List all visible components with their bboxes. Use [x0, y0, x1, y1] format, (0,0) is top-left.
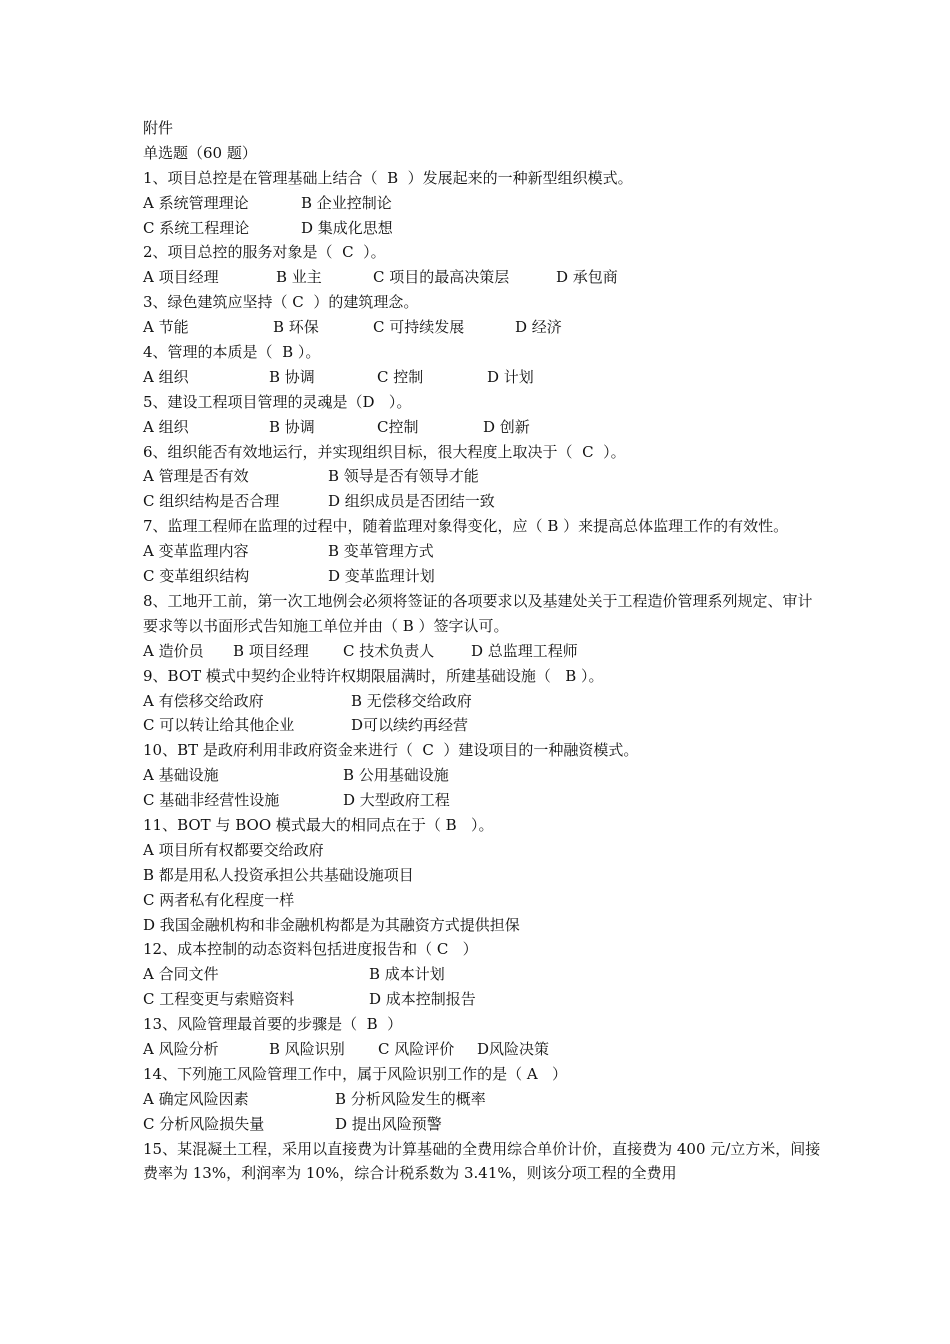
question-stem: 12、成本控制的动态资料包括进度报告和（ C ）: [143, 940, 478, 959]
option-b: B 变革管理方式: [328, 542, 434, 561]
option-c: C 技术负责人: [343, 641, 435, 660]
section-title: 单选题（60 题）: [143, 143, 257, 162]
option-d: D 提出风险预警: [335, 1114, 442, 1133]
option-b: B 业主: [276, 268, 322, 287]
option-a: A 风险分析: [143, 1040, 219, 1058]
option-a: A 有偿移交给政府: [143, 691, 264, 710]
question-stem: 8、工地开工前，第一次工地例会必须将签证的各项要求以及基建处关于工程造价管理系列规定、审计要求等以书面形式告知施工单位并由（ B ）签字认可。: [143, 591, 813, 635]
option-b: B 分析风险发生的概率: [335, 1089, 486, 1108]
option-b: B 环保: [273, 318, 319, 337]
option-c: C 两者私有化程度一样: [143, 890, 295, 909]
option-c: C 可持续发展: [373, 318, 465, 337]
option-row: [143, 763, 823, 788]
option-d: D 大型政府工程: [343, 791, 450, 810]
option-d: D 计划: [487, 367, 534, 386]
option-b: B 项目经理: [233, 641, 309, 660]
option-a: A 造价员: [143, 641, 204, 660]
option-d: D 组织成员是否团结一致: [328, 492, 495, 511]
option-d: D风险决策: [477, 1040, 550, 1058]
option-d: D 经济: [515, 318, 562, 337]
option-d: D 承包商: [556, 268, 618, 287]
option-b: B 都是用私人投资承担公共基础设施项目: [143, 865, 414, 884]
option-a: A 项目所有权都要交给政府: [143, 840, 324, 859]
option-c: C 可以转让给其他企业: [143, 716, 295, 735]
question-stem: 13、风险管理最首要的步骤是（ B ）: [143, 1015, 403, 1034]
question-stem: 15、某混凝土工程，采用以直接费为计算基础的全费用综合单价计价，直接费为 400 元/立方米，间接费率为 13%，利润率为 10%，综合计税系数为 3.41%，则该分项工程的全费用: [143, 1139, 821, 1183]
option-row: [143, 639, 823, 664]
question-stem: 1、项目总控是在管理基础上结合（ B ）发展起来的一种新型组织模式。: [143, 168, 633, 187]
option-row: [143, 464, 823, 489]
option-row: [143, 1037, 823, 1062]
option-a: A 合同文件: [143, 965, 219, 984]
option-c: C 控制: [377, 367, 424, 386]
question-stem: 3、绿色建筑应坚持（ C ）的建筑理念。: [143, 293, 419, 312]
option-row: [143, 564, 823, 589]
option-row: [143, 216, 823, 241]
option-row: [143, 489, 823, 514]
question-stem: 2、项目总控的服务对象是（ C ）。: [143, 243, 386, 262]
option-d: D 变革监理计划: [328, 567, 435, 586]
question-stem: 14、下列施工风险管理工作中，属于风险识别工作的是（ A ）: [143, 1064, 567, 1083]
option-b: B 协调: [269, 417, 315, 436]
option-a: A 组织: [143, 367, 189, 386]
question-stem: 10、BT 是政府利用非政府资金来进行（ C ）建设项目的一种融资模式。: [143, 741, 639, 760]
option-row: [143, 539, 823, 564]
question-stem: 6、组织能否有效地运行，并实现组织目标，很大程度上取决于（ C ）。: [143, 442, 626, 461]
option-c: C 工程变更与索赔资料: [143, 990, 295, 1009]
option-row: [143, 415, 823, 440]
option-d: D 我国金融机构和非金融机构都是为其融资方式提供担保: [143, 915, 520, 934]
option-b: B 公用基础设施: [343, 766, 449, 785]
question-stem: 4、管理的本质是（ B ）。: [143, 343, 321, 362]
option-a: A 变革监理内容: [143, 542, 249, 561]
option-a: A 管理是否有效: [143, 467, 249, 486]
option-row: [143, 713, 823, 738]
option-d: D 集成化思想: [301, 218, 393, 237]
option-row: [143, 315, 823, 340]
question-stem: 11、BOT 与 BOO 模式最大的相同点在于（ B ）。: [143, 815, 494, 834]
question-stem: 5、建设工程项目管理的灵魂是（D ）。: [143, 392, 412, 411]
option-a: A 节能: [143, 318, 189, 337]
option-row: [143, 689, 823, 714]
option-a: A 基础设施: [143, 766, 219, 785]
option-row: [143, 1087, 823, 1112]
option-b: B 无偿移交给政府: [351, 691, 472, 710]
option-row: [143, 1112, 823, 1137]
option-a: A 确定风险因素: [143, 1089, 249, 1108]
option-row: [143, 987, 823, 1012]
option-d: D可以续约再经营: [351, 716, 469, 735]
option-b: B 成本计划: [369, 965, 445, 984]
option-row: [143, 788, 823, 813]
option-d: D 创新: [483, 417, 530, 436]
question-stem: 9、BOT 模式中契约企业特许权期限届满时，所建基础设施（ B ）。: [143, 666, 604, 685]
question-stem: 7、监理工程师在监理的过程中，随着监理对象得变化，应（ B ）来提高总体监理工作的有效性。: [143, 517, 789, 536]
option-b: B 领导是否有领导才能: [328, 467, 479, 486]
option-row: [143, 191, 823, 216]
option-d: D 总监理工程师: [471, 641, 578, 660]
option-c: C 组织结构是否合理: [143, 492, 280, 511]
option-c: C控制: [377, 417, 419, 436]
option-row: [143, 962, 823, 987]
question-list: [143, 116, 823, 1186]
attachment-label: 附件: [143, 119, 174, 137]
option-c: C 变革组织结构: [143, 567, 250, 586]
option-b: B 企业控制论: [301, 193, 392, 212]
option-a: A 系统管理理论: [143, 193, 249, 212]
option-a: A 项目经理: [143, 268, 219, 287]
option-c: C 基础非经营性设施: [143, 791, 280, 810]
option-b: B 协调: [269, 367, 315, 386]
option-d: D 成本控制报告: [369, 990, 476, 1009]
option-row: [143, 365, 823, 390]
option-c: C 系统工程理论: [143, 218, 250, 237]
option-c: C 风险评价: [378, 1040, 455, 1058]
option-b: B 风险识别: [269, 1040, 345, 1058]
option-c: C 分析风险损失量: [143, 1114, 265, 1133]
option-c: C 项目的最高决策层: [373, 268, 510, 287]
option-row: [143, 265, 823, 290]
option-a: A 组织: [143, 417, 189, 436]
